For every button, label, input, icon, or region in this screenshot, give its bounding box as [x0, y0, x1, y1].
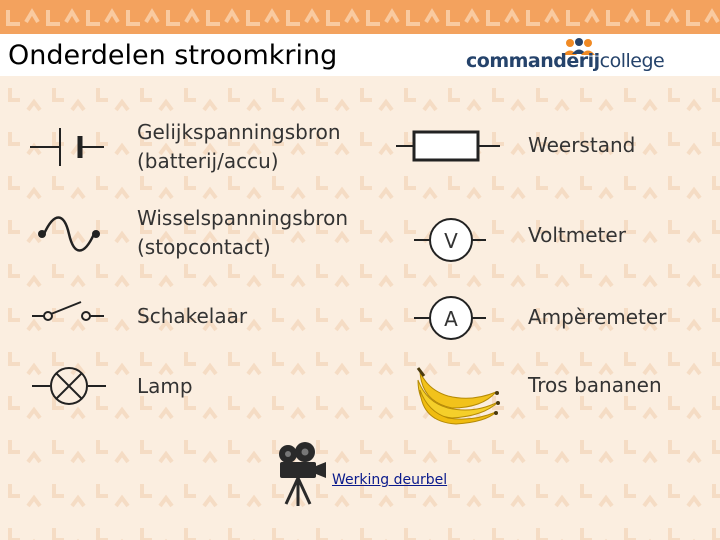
logo-text-light: college — [599, 50, 665, 72]
logo-text — [466, 50, 664, 72]
ammeter-symbol — [412, 292, 488, 344]
resistor-symbol — [394, 128, 504, 164]
logo-text-bold: commanderij — [466, 50, 600, 72]
voltmeter-symbol — [412, 214, 488, 266]
band-pattern — [0, 0, 720, 34]
school-logo — [466, 38, 665, 74]
ac-source-label-line2: (stopcontact) — [137, 235, 271, 259]
bananas-label: Tros bananen — [528, 373, 662, 397]
bananas-icon — [412, 362, 502, 426]
ac-source-label-line1: Wisselspanningsbron — [137, 206, 349, 230]
dc-source-label — [137, 118, 341, 176]
resistor-label: Weerstand — [528, 133, 636, 157]
switch-symbol — [30, 296, 106, 332]
ammeter-symbol-letter: A — [444, 307, 458, 331]
page-title: Onderdelen stroomkring — [8, 40, 338, 71]
voltmeter-label: Voltmeter — [528, 223, 626, 247]
ammeter-label: Ampèremeter — [528, 305, 667, 329]
top-decorative-band — [0, 0, 720, 34]
ac-source-label — [137, 204, 348, 262]
lamp-label: Lamp — [137, 374, 193, 398]
dc-source-label-line1: Gelijkspanningsbron — [137, 120, 341, 144]
dc-source-symbol — [28, 122, 108, 172]
voltmeter-symbol-letter: V — [444, 229, 458, 253]
ac-source-symbol — [34, 212, 104, 256]
video-camera-icon[interactable] — [272, 440, 332, 508]
doorbell-video-link[interactable]: Werking deurbel — [332, 472, 448, 488]
lamp-symbol — [30, 362, 108, 412]
switch-label: Schakelaar — [137, 304, 248, 328]
dc-source-label-line2: (batterij/accu) — [137, 149, 279, 173]
